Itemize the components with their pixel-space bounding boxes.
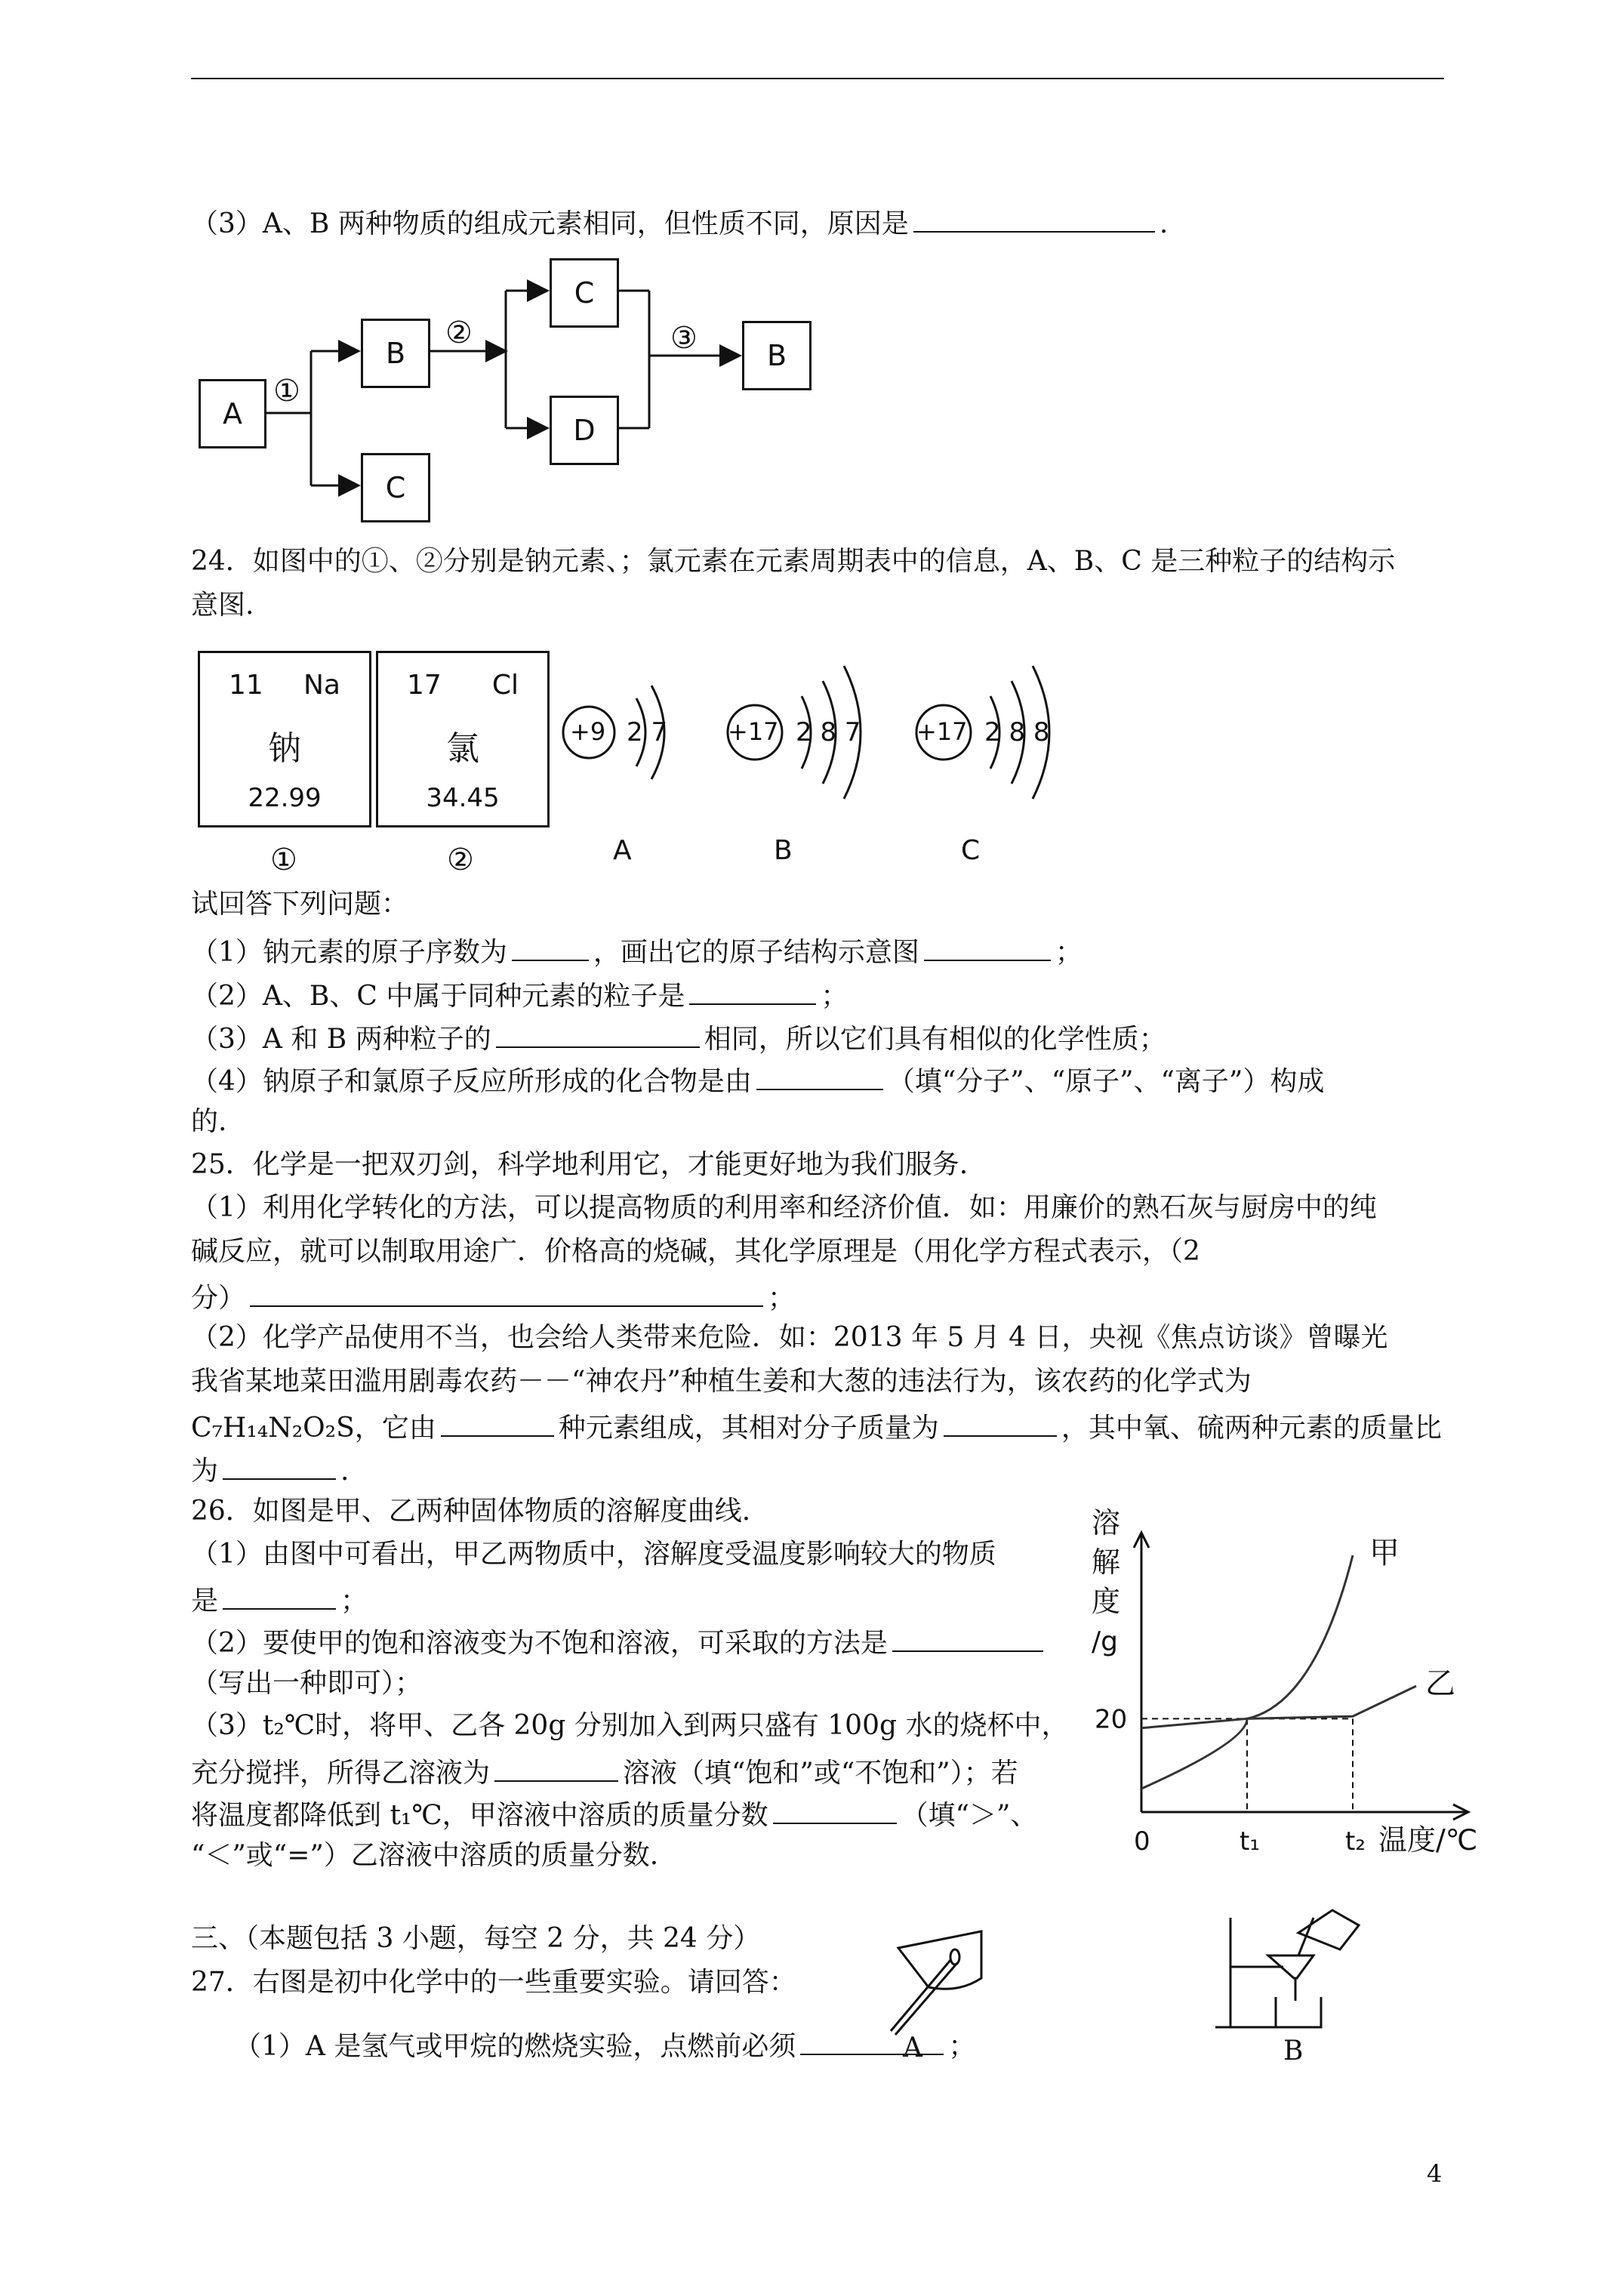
q27-part1: （1）A 是氢气或甲烷的燃烧实验，点燃前必须 ；: [234, 2026, 975, 2063]
particle-a-electrons: 2 7: [627, 717, 668, 747]
y-tick-label: 20: [1095, 1704, 1128, 1735]
flow-box-c-lower: C: [361, 453, 430, 522]
q25-part2-line2: 我省某地菜田滥用剧毒农药－－“神农丹”种植生姜和大葱的违法行为，该农药的化学式为: [191, 1366, 1252, 1397]
q24-part4-cont: 的.: [191, 1106, 227, 1137]
q25-intro: 25．化学是一把双刃剑，科学地利用它，才能更好地为我们服务.: [191, 1149, 969, 1180]
flow-box-a: A: [199, 379, 266, 448]
apparatus-a-label: A: [903, 2032, 922, 2063]
q24-part4: （4）钠原子和氯原子反应所形成的化合物是由 （填“分子”、“原子”、“离子”）构成: [191, 1062, 1324, 1099]
y-axis-label: 溶: [1092, 1506, 1121, 1539]
particle-b-nucleus: +17: [728, 717, 779, 746]
answer-blank[interactable]: [494, 1753, 618, 1782]
apparatus-b-filtration: [1208, 1903, 1374, 2039]
series-label: 乙: [1425, 1666, 1455, 1702]
particle-b-electrons: 2 8 7: [796, 717, 861, 747]
q25-part1-line3: 分） ；: [191, 1278, 795, 1315]
answer-blank[interactable]: [250, 1278, 763, 1307]
apparatus-b-label: B: [1283, 2036, 1304, 2066]
q26-part1-line2: 是 ；: [191, 1581, 368, 1618]
q26-part3-line1: （3）t₂℃时，将甲、乙各 20g 分别加入到两只盛有 100g 水的烧杯中，: [191, 1710, 1069, 1741]
q26-part3-line3: 将温度都降低到 t₁℃，甲溶液中溶质的质量分数 （填“＞”、: [191, 1795, 1037, 1832]
q26-part1-line1: （1）由图中可看出，甲乙两物质中，溶解度受温度影响较大的物质: [191, 1539, 996, 1570]
flow-box-b-final: B: [742, 321, 812, 390]
answer-blank[interactable]: [892, 1623, 1043, 1652]
q26-part2-line2: （写出一种即可）；: [191, 1668, 423, 1699]
q25-part1-line2: 碱反应，就可以制取用途广．价格高的烧碱，其化学原理是（用化学方程式表示，（2: [191, 1236, 1200, 1267]
q25-part1-line1: （1）利用化学转化的方法，可以提高物质的利用率和经济价值．如：用廉价的熟石灰与厨房中的纯: [191, 1192, 1377, 1223]
q24-part1: （1）钠元素的原子序数为 ，画出它的原子结构示意图 ；: [191, 932, 1083, 969]
q26-intro: 26．如图是甲、乙两种固体物质的溶解度曲线.: [191, 1496, 751, 1527]
answer-blank[interactable]: [223, 1451, 336, 1480]
element-label-1: ①: [270, 843, 297, 877]
answer-blank[interactable]: [773, 1795, 897, 1824]
q25-part2-line3: C₇H₁₄N₂O₂S，它由 种元素组成，其相对分子质量为 ，其中氧、硫两种元素的质量比: [191, 1408, 1442, 1445]
q24-ask: 试回答下列问题：: [191, 889, 409, 920]
series-yi-curve: [1141, 1686, 1416, 1728]
element-card-cl: 17 Cl 氯 34.45: [376, 651, 550, 827]
q23-part3: （3）A、B 两种物质的组成元素相同，但性质不同，原因是 .: [191, 204, 1168, 241]
flow-box-b: B: [361, 319, 430, 388]
answer-blank[interactable]: [756, 1062, 883, 1090]
element-label-2: ②: [447, 843, 474, 877]
x-tick-label: t₂: [1345, 1826, 1366, 1857]
q25-part2-line4: 为 .: [191, 1451, 349, 1488]
y-axis-label: 度: [1092, 1585, 1121, 1618]
flow-step-3: ③: [670, 321, 698, 356]
q26-part2-line1: （2）要使甲的饱和溶液变为不饱和溶液，可采取的方法是: [191, 1623, 1048, 1660]
particle-c-electrons: 2 8 8: [984, 717, 1050, 747]
flow-step-1: ①: [273, 374, 300, 408]
particle-b-label: B: [774, 835, 793, 866]
answer-blank[interactable]: [223, 1581, 336, 1610]
y-axis-label: 解: [1092, 1546, 1121, 1579]
page-number: 4: [1427, 2159, 1443, 2188]
q25-part2-line1: （2）化学产品使用不当，也会给人类带来危险．如：2013 年 5 月 4 日，央视《焦点访谈》曾曝光: [191, 1322, 1388, 1353]
q26-part3-line4: “＜”或“=”）乙溶液中溶质的质量分数.: [191, 1840, 659, 1871]
solubility-chart-svg: [1087, 1502, 1480, 1888]
y-axis-unit: /g: [1092, 1626, 1118, 1657]
x-axis-label: 温度/℃: [1378, 1823, 1478, 1857]
q24-part2: （2）A、B、C 中属于同种元素的粒子是 ；: [191, 976, 848, 1013]
section3-heading: 三、（本题包括 3 小题，每空 2 分，共 24 分）: [191, 1923, 761, 1954]
answer-blank[interactable]: [512, 932, 589, 961]
particle-c-label: C: [961, 835, 981, 866]
flow-step-2: ②: [445, 316, 473, 350]
particle-c-nucleus: +17: [916, 717, 968, 746]
series-label: 甲: [1369, 1536, 1400, 1570]
answer-blank[interactable]: [496, 1019, 700, 1048]
q27-intro: 27．右图是初中化学中的一些重要实验。请回答：: [191, 1967, 796, 1998]
solubility-chart: [1087, 1502, 1480, 1888]
flow-box-c-upper: C: [550, 258, 619, 328]
q24-intro-2: 意图.: [191, 590, 254, 621]
x-tick-label: t₁: [1240, 1826, 1260, 1857]
answer-blank[interactable]: [924, 932, 1051, 961]
header-rule: [191, 78, 1444, 79]
q26-part3-line2: 充分搅拌，所得乙溶液为 溶液（填“饱和”或“不饱和”）；若: [191, 1753, 1018, 1790]
particle-a-label: A: [613, 835, 632, 866]
q24-part3: （3）A 和 B 两种粒子的 相同，所以它们具有相似的化学性质；: [191, 1019, 1166, 1056]
element-card-na: 11 Na 钠 22.99: [198, 651, 371, 827]
answer-blank[interactable]: [913, 204, 1155, 233]
flow-box-d: D: [550, 396, 619, 465]
apparatus-a-burning-gas: [868, 1918, 1004, 2039]
particle-a-nucleus: +9: [570, 717, 606, 746]
answer-blank[interactable]: [441, 1408, 554, 1437]
answer-blank[interactable]: [944, 1408, 1057, 1437]
answer-blank[interactable]: [689, 976, 816, 1005]
q24-intro-1: 24．如图中的①、②分别是钠元素、；氯元素在元素周期表中的信息，A、B、C 是三种粒子的结构示: [191, 546, 1396, 577]
x-tick-label: 0: [1134, 1826, 1150, 1857]
